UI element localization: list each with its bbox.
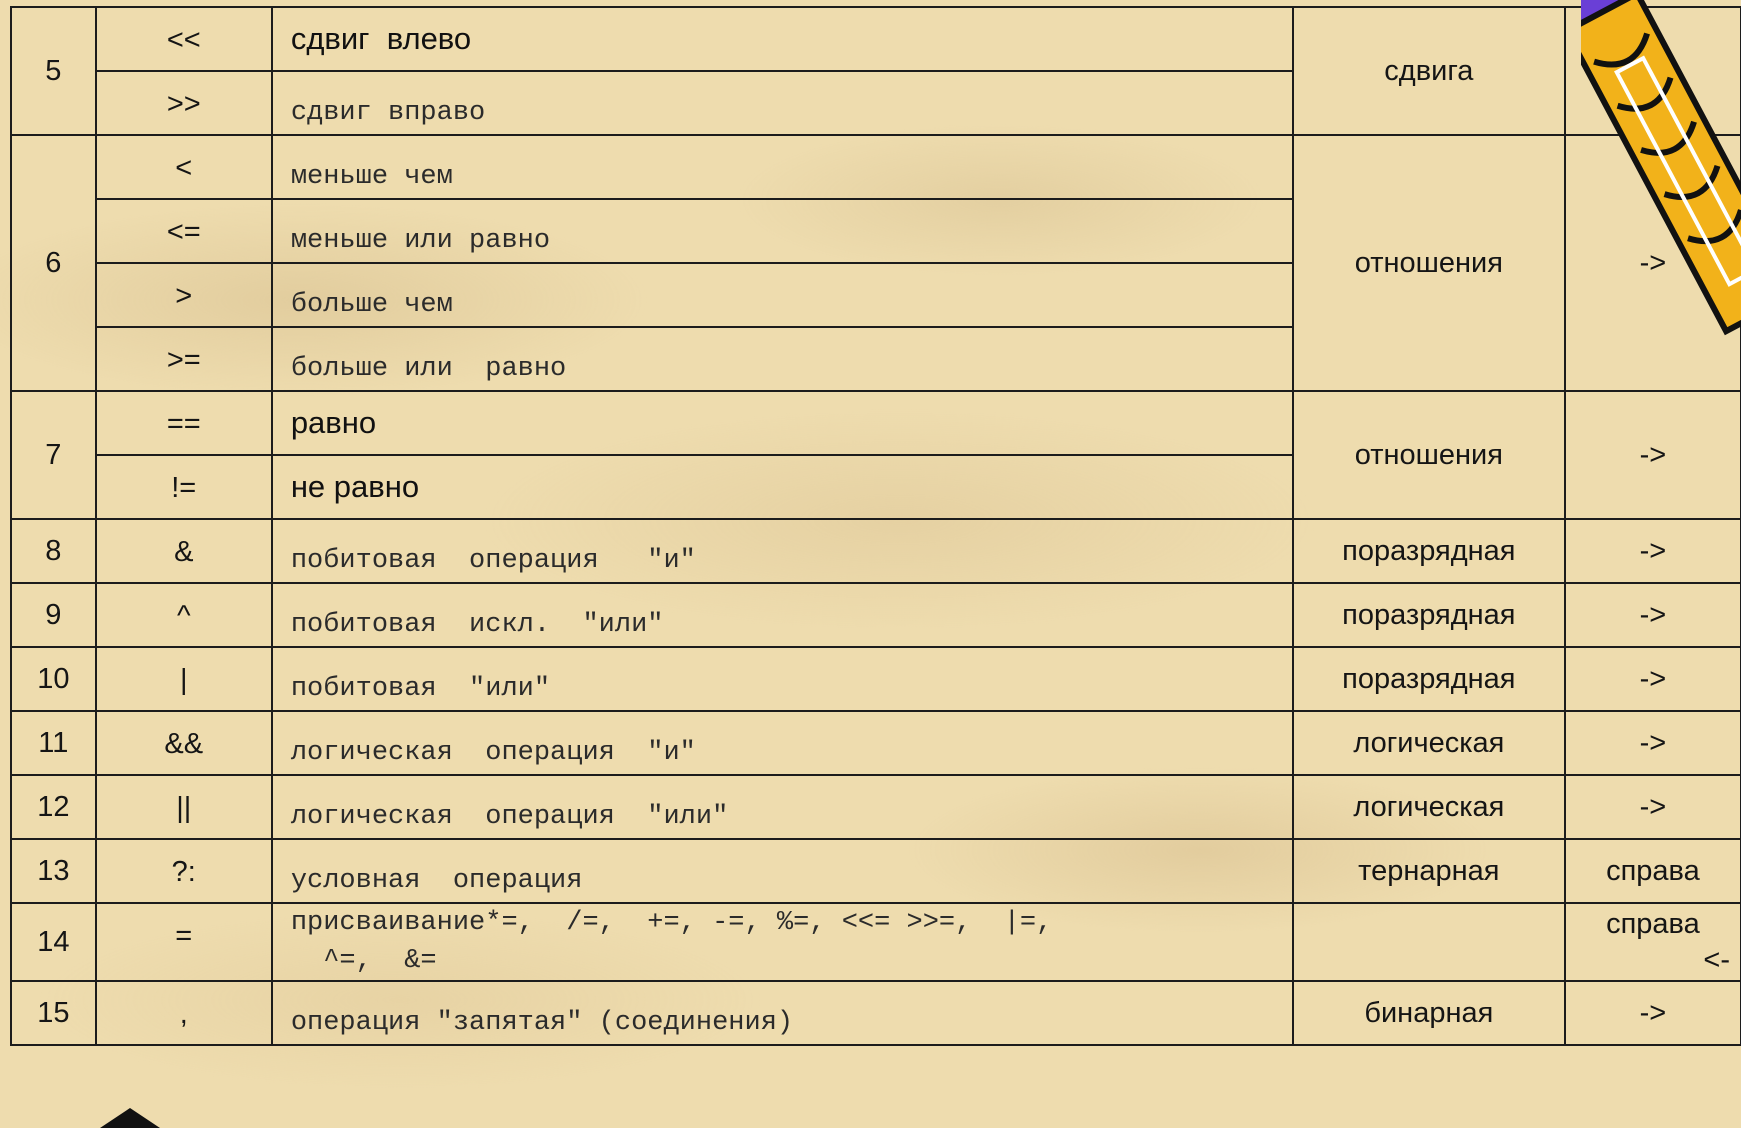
associativity-cell: -> xyxy=(1565,135,1741,391)
priority-cell: 5 xyxy=(11,7,96,135)
table-row xyxy=(11,839,1741,903)
description-cell: меньше чем xyxy=(272,135,1293,199)
operator-cell: & xyxy=(96,519,272,583)
associativity-cell: -> xyxy=(1565,583,1741,647)
associativity-cell: -> xyxy=(1565,775,1741,839)
description-cell: побитовая "или" xyxy=(272,647,1293,711)
pencil-tip-icon xyxy=(100,1108,160,1128)
table-row xyxy=(11,135,1741,199)
operator-cell: <= xyxy=(96,199,272,263)
priority-cell: 10 xyxy=(11,647,96,711)
operator-cell: << xyxy=(96,7,272,71)
operator-cell: ^ xyxy=(96,583,272,647)
description-cell: логическая операция "или" xyxy=(272,775,1293,839)
type-cell: отношения xyxy=(1293,391,1565,519)
table-row xyxy=(11,647,1741,711)
table-row xyxy=(11,519,1741,583)
type-cell: поразрядная xyxy=(1293,583,1565,647)
operator-cell: | xyxy=(96,647,272,711)
table-row xyxy=(11,7,1741,71)
priority-cell: 11 xyxy=(11,711,96,775)
description-cell: условная операция xyxy=(272,839,1293,903)
priority-cell: 9 xyxy=(11,583,96,647)
description-cell: побитовая искл. "или" xyxy=(272,583,1293,647)
priority-cell: 6 xyxy=(11,135,96,391)
type-cell: логическая xyxy=(1293,775,1565,839)
operator-cell: >= xyxy=(96,327,272,391)
type-cell: отношения xyxy=(1293,135,1565,391)
operator-cell: == xyxy=(96,391,272,455)
description-cell xyxy=(272,903,1293,981)
associativity-cell: справа xyxy=(1565,839,1741,903)
pencil-icon xyxy=(1581,0,1741,370)
operator-cell: ?: xyxy=(96,839,272,903)
description-cell: сдвиг влево xyxy=(272,7,1293,71)
type-cell: поразрядная xyxy=(1293,519,1565,583)
table-row xyxy=(11,711,1741,775)
priority-cell: 8 xyxy=(11,519,96,583)
table-row xyxy=(11,583,1741,647)
table-row xyxy=(11,981,1741,1045)
type-cell xyxy=(1293,903,1565,981)
associativity-cell xyxy=(1565,903,1741,981)
operator-cell: , xyxy=(96,981,272,1045)
priority-cell: 15 xyxy=(11,981,96,1045)
description-cell: сдвиг вправо xyxy=(272,71,1293,135)
operator-cell: && xyxy=(96,711,272,775)
associativity-cell: -> xyxy=(1565,981,1741,1045)
operator-cell: != xyxy=(96,455,272,519)
description-cell: побитовая операция "и" xyxy=(272,519,1293,583)
table-row xyxy=(11,391,1741,455)
description-cell: больше чем xyxy=(272,263,1293,327)
associativity-cell: -> xyxy=(1565,711,1741,775)
type-cell: логическая xyxy=(1293,711,1565,775)
priority-cell: 14 xyxy=(11,903,96,981)
type-cell: поразрядная xyxy=(1293,647,1565,711)
priority-cell: 13 xyxy=(11,839,96,903)
operator-cell: >> xyxy=(96,71,272,135)
operator-cell: > xyxy=(96,263,272,327)
type-cell: бинарная xyxy=(1293,981,1565,1045)
description-line: присваивание*=, /=, +=, -=, %=, <<= >>=, |=, xyxy=(290,908,1053,938)
description-line: ^=, &= xyxy=(290,946,437,976)
description-cell: не равно xyxy=(272,455,1293,519)
associativity-cell: -> xyxy=(1565,647,1741,711)
type-cell: тернарная xyxy=(1293,839,1565,903)
operator-cell: < xyxy=(96,135,272,199)
associativity-cell: -> xyxy=(1565,391,1741,519)
description-cell: больше или равно xyxy=(272,327,1293,391)
description-cell: операция "запятая" (соединения) xyxy=(272,981,1293,1045)
associativity-arrow: <- xyxy=(1703,944,1730,976)
table-row xyxy=(11,903,1741,981)
operator-cell: = xyxy=(96,903,272,981)
type-cell: сдвига xyxy=(1293,7,1565,135)
associativity-cell: -> xyxy=(1565,519,1741,583)
associativity-label: справа xyxy=(1606,908,1700,940)
description-cell: логическая операция "и" xyxy=(272,711,1293,775)
table-row xyxy=(11,775,1741,839)
description-cell: равно xyxy=(272,391,1293,455)
priority-cell: 7 xyxy=(11,391,96,519)
operator-precedence-table xyxy=(10,6,1741,1046)
description-cell: меньше или равно xyxy=(272,199,1293,263)
priority-cell: 12 xyxy=(11,775,96,839)
operator-cell: || xyxy=(96,775,272,839)
